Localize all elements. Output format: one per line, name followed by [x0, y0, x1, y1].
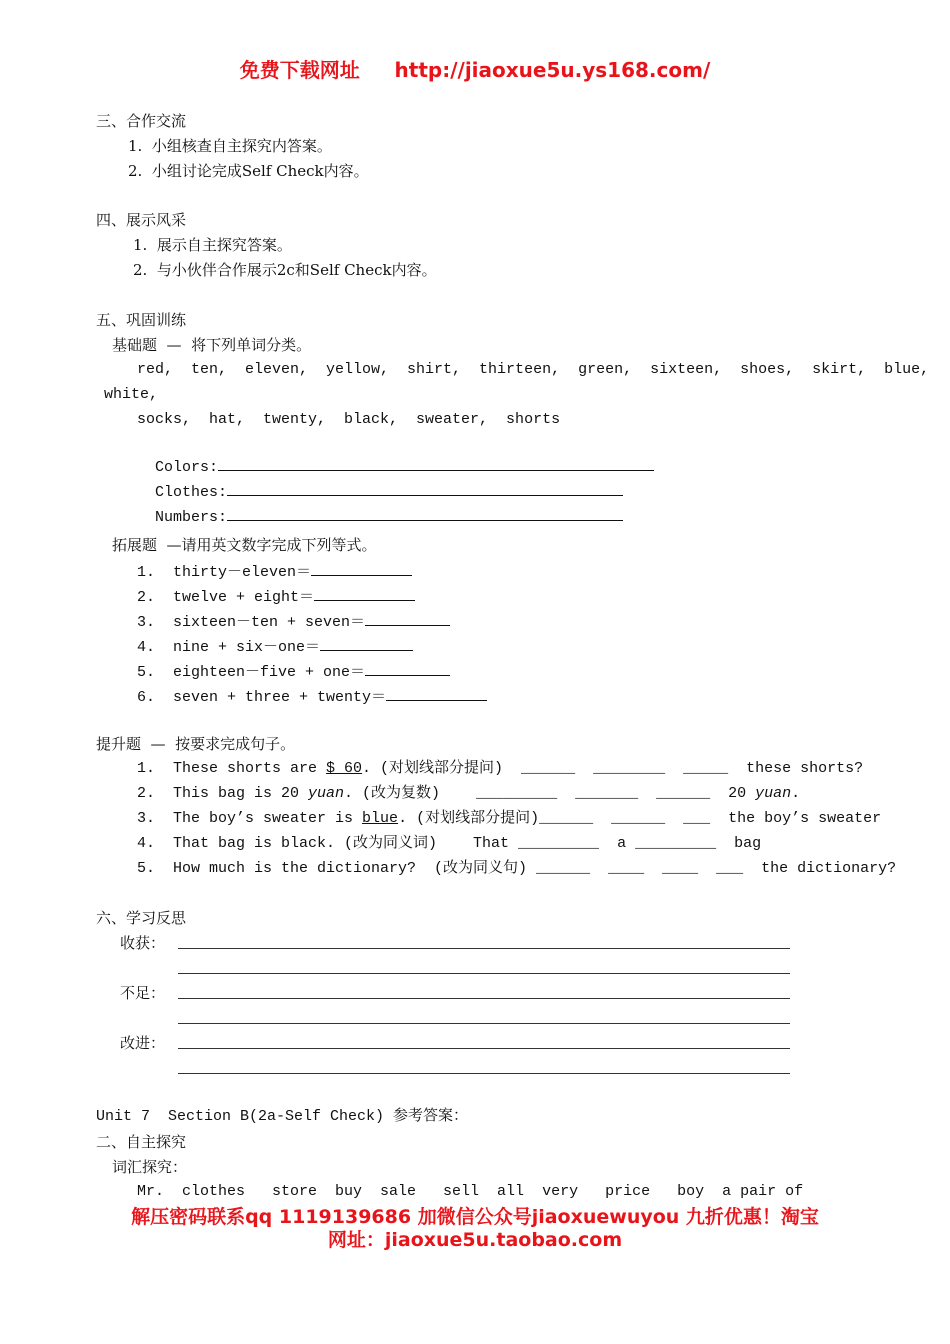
section2-title: 二、自主探究: [96, 1133, 187, 1151]
equation-blank[interactable]: [320, 635, 413, 651]
section6-title: 六、学习反思: [96, 909, 187, 927]
underlined-part: blue: [362, 810, 399, 827]
equation-5: [137, 660, 450, 683]
lack-label: 不足：: [120, 984, 166, 1002]
equation-blank[interactable]: [314, 585, 415, 601]
numbers-blank[interactable]: [227, 505, 623, 521]
equation-3: [137, 610, 450, 633]
section4-title: 四、展示风采: [96, 211, 187, 229]
sentence-2: [137, 784, 800, 804]
word-list-line2: white,: [104, 386, 159, 403]
numbers-row: [137, 485, 623, 528]
equation-blank[interactable]: [365, 610, 450, 626]
equation-1: [137, 560, 412, 583]
equation-text: 3. sixteen－ten + seven＝: [137, 614, 366, 631]
extension-exercise-title: 拓展题 —请用英文数字完成下列等式。: [112, 536, 377, 554]
sentence-text: 2. This bag is 20: [137, 785, 309, 802]
sentence-3: [137, 809, 881, 829]
improve-label: 改进：: [120, 1034, 166, 1052]
vocab-words: Mr. clothes store buy sale sell all very price boy a pair of: [137, 1183, 804, 1200]
equation-4: [137, 635, 413, 658]
word-list-line3: socks, hat, twenty, black, sweater, shorts: [137, 411, 561, 428]
footer-line1: 解压密码联系qq 1119139686 加微信公众号jiaoxuewuyou 九折优惠！淘宝: [131, 1206, 819, 1228]
gain-label: 收获：: [120, 934, 166, 952]
equation-blank[interactable]: [365, 660, 450, 676]
equation-text: 5. eighteen－five + one＝: [137, 664, 366, 681]
clothes-label: Clothes:: [155, 484, 228, 501]
sentence-text: 1. These shorts are: [137, 760, 327, 777]
sentence-1: [137, 759, 863, 779]
answers-title: Unit 7 Section B(2a-Self Check) 参考答案：: [96, 1108, 469, 1125]
section3-item1: 1. 小组核查自主探究内答案。: [128, 137, 332, 155]
equation-text: 2. twelve + eight＝: [137, 589, 315, 606]
word-list-line1: red, ten, eleven, yellow, shirt, thirteen, green, sixteen, shoes, skirt, blue,: [137, 361, 930, 378]
equation-2: [137, 585, 415, 608]
section4-item2: 2. 与小伙伴合作展示2c和Self Check内容。: [133, 261, 437, 279]
italic-word: yuan: [308, 785, 345, 802]
sentence-text: .: [791, 785, 801, 802]
lack-line-2[interactable]: [178, 1023, 790, 1024]
advanced-exercise-title: 提升题 — 按要求完成句子。: [96, 735, 296, 753]
numbers-label: Numbers:: [155, 509, 228, 526]
section3-item2: 2. 小组讨论完成Self Check内容。: [128, 162, 369, 180]
vocab-title: 词汇探究：: [112, 1158, 188, 1176]
sentence-4: 4. That bag is black. (改为同义词) That _________ a _________ bag: [137, 835, 762, 852]
gain-line-1[interactable]: [178, 948, 790, 949]
sentence-text: . (对划线部分提问)______ ______ ___ the boy’s sweater: [398, 810, 882, 827]
header-label: 免费下载网址: [239, 58, 360, 82]
improve-line-2[interactable]: [178, 1073, 790, 1074]
sentence-text: 3. The boy’s sweater is: [137, 810, 363, 827]
section4-item1: 1. 展示自主探究答案。: [133, 236, 292, 254]
equation-text: 6. seven + three + twenty＝: [137, 689, 387, 706]
basic-exercise-title: 基础题 — 将下列单词分类。: [112, 336, 312, 354]
colors-label: Colors:: [155, 459, 219, 476]
equation-6: [137, 685, 487, 708]
sentence-text: . (对划线部分提问) ______ ________ _____ these shorts?: [362, 760, 864, 777]
lack-line-1[interactable]: [178, 998, 790, 999]
sentence-text: . (改为复数) _________ _______ ______ 20: [344, 785, 756, 802]
section5-title: 五、巩固训练: [96, 311, 187, 329]
italic-word: yuan: [755, 785, 792, 802]
section3-title: 三、合作交流: [96, 112, 187, 130]
gain-line-2[interactable]: [178, 973, 790, 974]
equation-blank[interactable]: [386, 685, 487, 701]
equation-text: 4. nine + six－one＝: [137, 639, 321, 656]
sentence-5: 5. How much is the dictionary? (改为同义句) ______ ____ ____ ___ the dictionary?: [137, 860, 897, 877]
page-header: [0, 54, 950, 83]
improve-line-1[interactable]: [178, 1048, 790, 1049]
footer-line2[interactable]: 网址：jiaoxue5u.taobao.com: [327, 1229, 623, 1251]
equation-text: 1. thirty－eleven＝: [137, 564, 312, 581]
equation-blank[interactable]: [311, 560, 412, 576]
underlined-part: $ 60: [326, 760, 363, 777]
header-url[interactable]: http://jiaoxue5u.ys168.com/: [394, 58, 711, 82]
